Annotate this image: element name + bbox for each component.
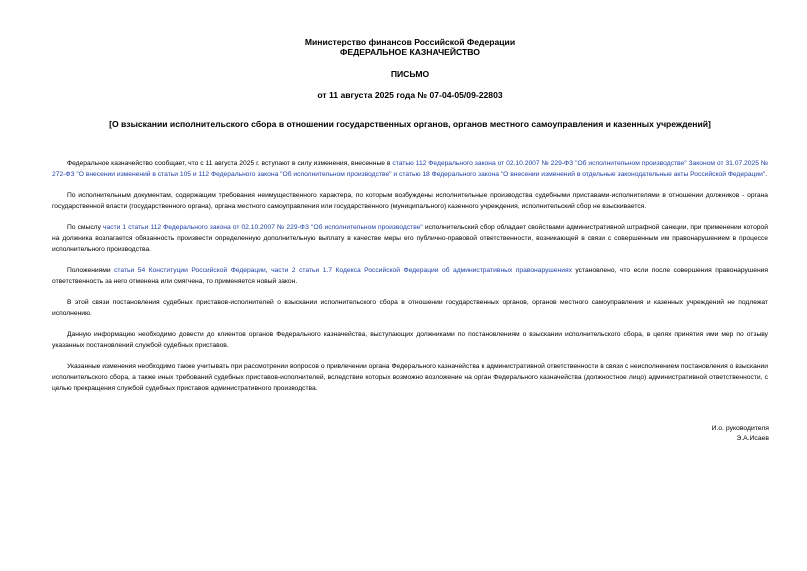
law-229-fz-article-112-link[interactable]: статью 112 Федерального закона от 02.10.2007 № 229-ФЗ "Об исполнительном производстве" xyxy=(392,160,687,167)
ministry-name: Министерство финансов Российской Федерации xyxy=(304,37,516,47)
constitution-article-54-link[interactable]: статьи 54 Конституции Российской Федерации xyxy=(114,266,266,274)
paragraph-3-text-1: По смыслу xyxy=(67,224,103,232)
law-272-fz-link[interactable]: Законом от 31.07.2025 № 272-ФЗ "О внесении изменений в статьи 105 и 112 Федерального закона "Об исполнительном производстве" и статью 18 Федерального закона "О внесении изменений в отдельные законодательные акты Российской Федерации" xyxy=(52,160,769,178)
paragraph-4-text-2: , xyxy=(265,266,272,274)
paragraph-6: Данную информацию необходимо довести до клиентов органов Федерального казначейства, выступающих должниками по постановлениям о взыскании исполнительского сбора, в целях принятия ими мер по отзыву указанных постановлений службой судебных приставов. xyxy=(52,331,768,349)
document-date-number: от 11 августа 2025 года № 07-04-05/09-22803 xyxy=(317,90,503,100)
paragraph-7: Указанные изменения необходимо также учитывать при рассмотрении вопросов о привлечении органа Федерального казначейства к административной ответственности в связи с неисполнением постановления о взыскании исполнительского сбора, а также иных требований судебных приставов-исполнителей, вследствие которых возможно возложение на орган Федерального казначейства (должностное лицо) административной ответственности, с целью прекращения службой судебных приставов административного производства. xyxy=(52,363,768,392)
document-subject: [О взыскании исполнительского сбора в отношении государственных органов, органов местного самоуправления и казенных учреждений] xyxy=(109,119,711,129)
paragraph-3 xyxy=(52,223,768,255)
paragraph-5: В этой связи постановления судебных приставов-исполнителей о взыскании исполнительского сбора в отношении государственных органов, органов местного самоуправления и казенных учреждений не подлежат исполнению. xyxy=(52,299,768,317)
paragraph-4-text-1: Положениями xyxy=(67,266,115,274)
law-229-fz-part-1-article-112-link[interactable]: части 1 статьи 112 Федерального закона от 02.10.2007 № 229-ФЗ "Об исполнительном производстве" xyxy=(103,224,423,232)
paragraph-3-text-2: исполнительский сбор обладает свойствами административной штрафной санкции, при применении которой на должника возлагается обязанность произвести определенную дополнительную выплату в качестве меры его публично-правовой ответственности, возникающей в связи с совершенным им правонарушением в процессе исполнительного производства. xyxy=(52,224,768,253)
letter-page xyxy=(52,0,768,405)
paragraph-4 xyxy=(52,266,768,287)
letter-body xyxy=(52,159,768,394)
signatory-name: Э.А.Исаев xyxy=(736,435,769,442)
agency-name: ФЕДЕРАЛЬНОЕ КАЗНАЧЕЙСТВО xyxy=(340,47,480,57)
paragraph-1-text-3: . xyxy=(765,170,768,178)
paragraph-4-text-3: установлено, что если после совершения правонарушения ответственность за него отменена или смягчена, то применяется новый закон. xyxy=(52,266,769,285)
koap-article-1-7-link[interactable]: части 2 статьи 1.7 Кодекса Российской Федерации об административных правонарушениях xyxy=(271,266,572,274)
paragraph-1-text-1: Федеральное казначейство сообщает, что с 11 августа 2025 г. вступают в силу изменения, внесенные в xyxy=(67,160,393,167)
signature-block xyxy=(712,424,769,444)
paragraph-1 xyxy=(52,159,768,180)
paragraph-2: По исполнительным документам, содержащим требования неимущественного характера, по которым возбуждены исполнительные производства судебными приставами-исполнителями в отношении должников - органа государственной власти (государственного органа), органа местного самоуправления или государственного (муниципального) казенного учреждения, исполнительский сбор не взыскивается. xyxy=(52,192,768,210)
document-type: ПИСЬМО xyxy=(390,69,430,79)
signatory-position: И.о. руководителя xyxy=(711,425,769,432)
